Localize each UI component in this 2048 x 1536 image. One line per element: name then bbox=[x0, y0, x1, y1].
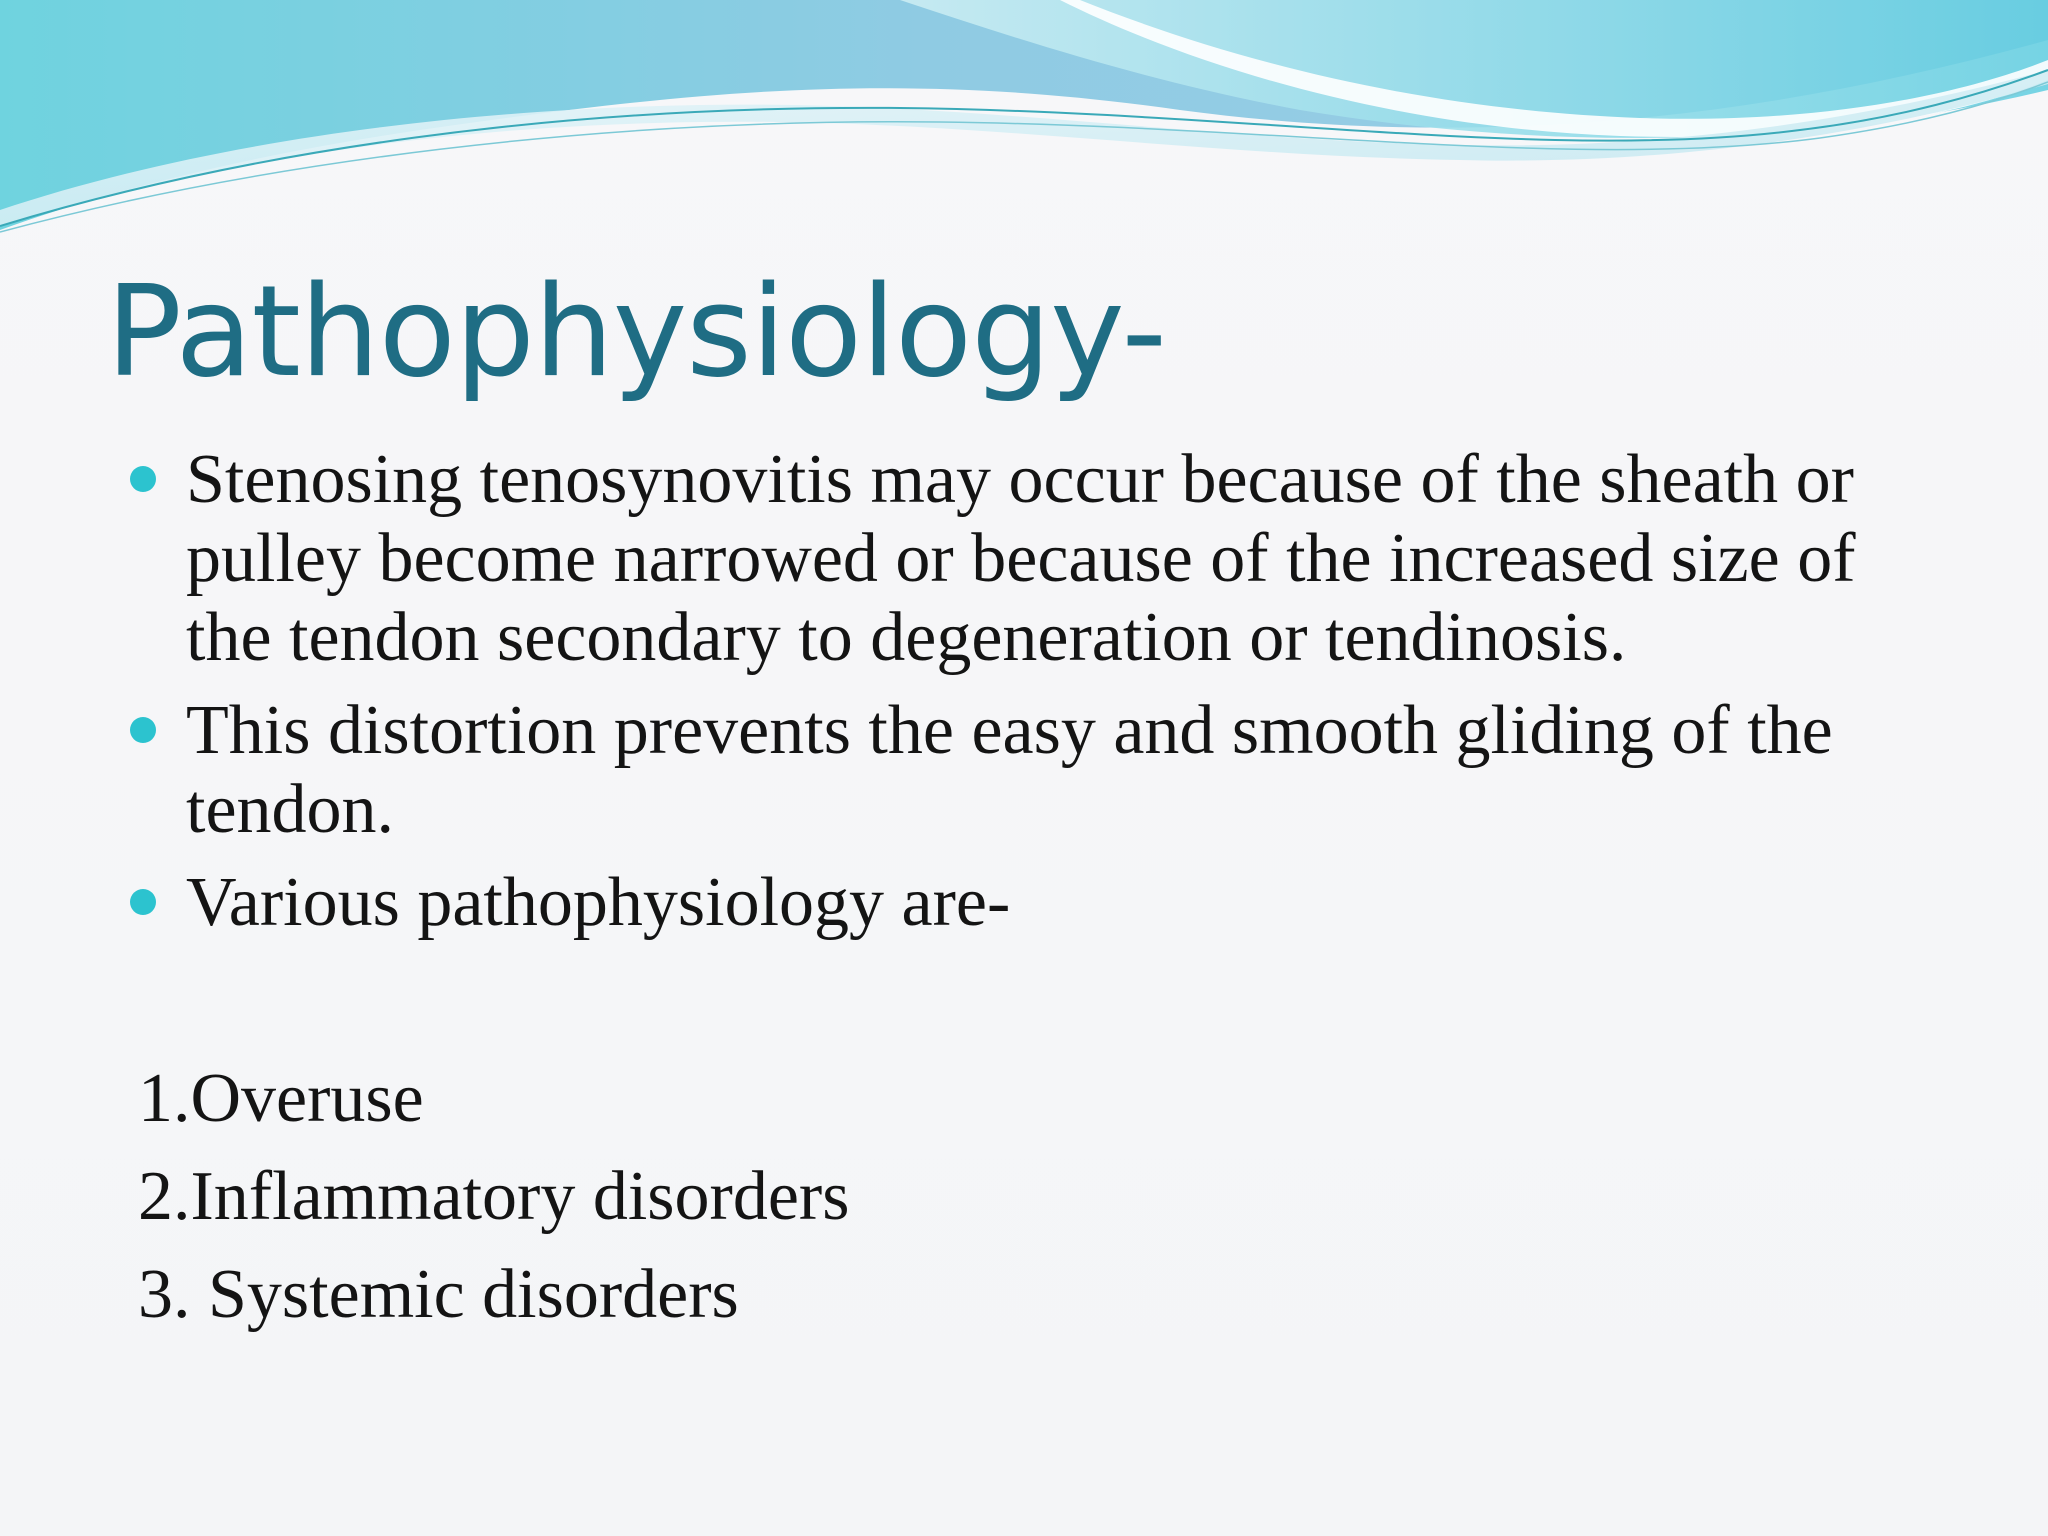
bullet-item bbox=[130, 440, 1910, 677]
wave-banner-decoration bbox=[0, 0, 2048, 240]
bullet-item bbox=[130, 691, 1910, 849]
bullet-dot-icon bbox=[130, 889, 156, 915]
bullet-item bbox=[130, 863, 1910, 942]
bullet-dot-icon bbox=[130, 717, 156, 743]
numbered-list bbox=[138, 1050, 849, 1344]
bullet-text: Stenosing tenosynovitis may occur because of the sheath or pulley become narrowed or because of the increased size of the tendon secondary to degeneration or tendinosis. bbox=[186, 441, 1856, 676]
numbered-item: 1.Overuse bbox=[138, 1060, 424, 1137]
slide-title: Pathophysiology- bbox=[106, 258, 1166, 405]
bullet-text: Various pathophysiology are- bbox=[186, 864, 1011, 941]
bullet-text: This distortion prevents the easy and smooth gliding of the tendon. bbox=[186, 692, 1833, 848]
bullet-list bbox=[130, 440, 1910, 942]
numbered-item: 2.Inflammatory disorders bbox=[138, 1158, 850, 1235]
numbered-item: 3. Systemic disorders bbox=[138, 1256, 739, 1333]
bullet-dot-icon bbox=[130, 466, 156, 492]
